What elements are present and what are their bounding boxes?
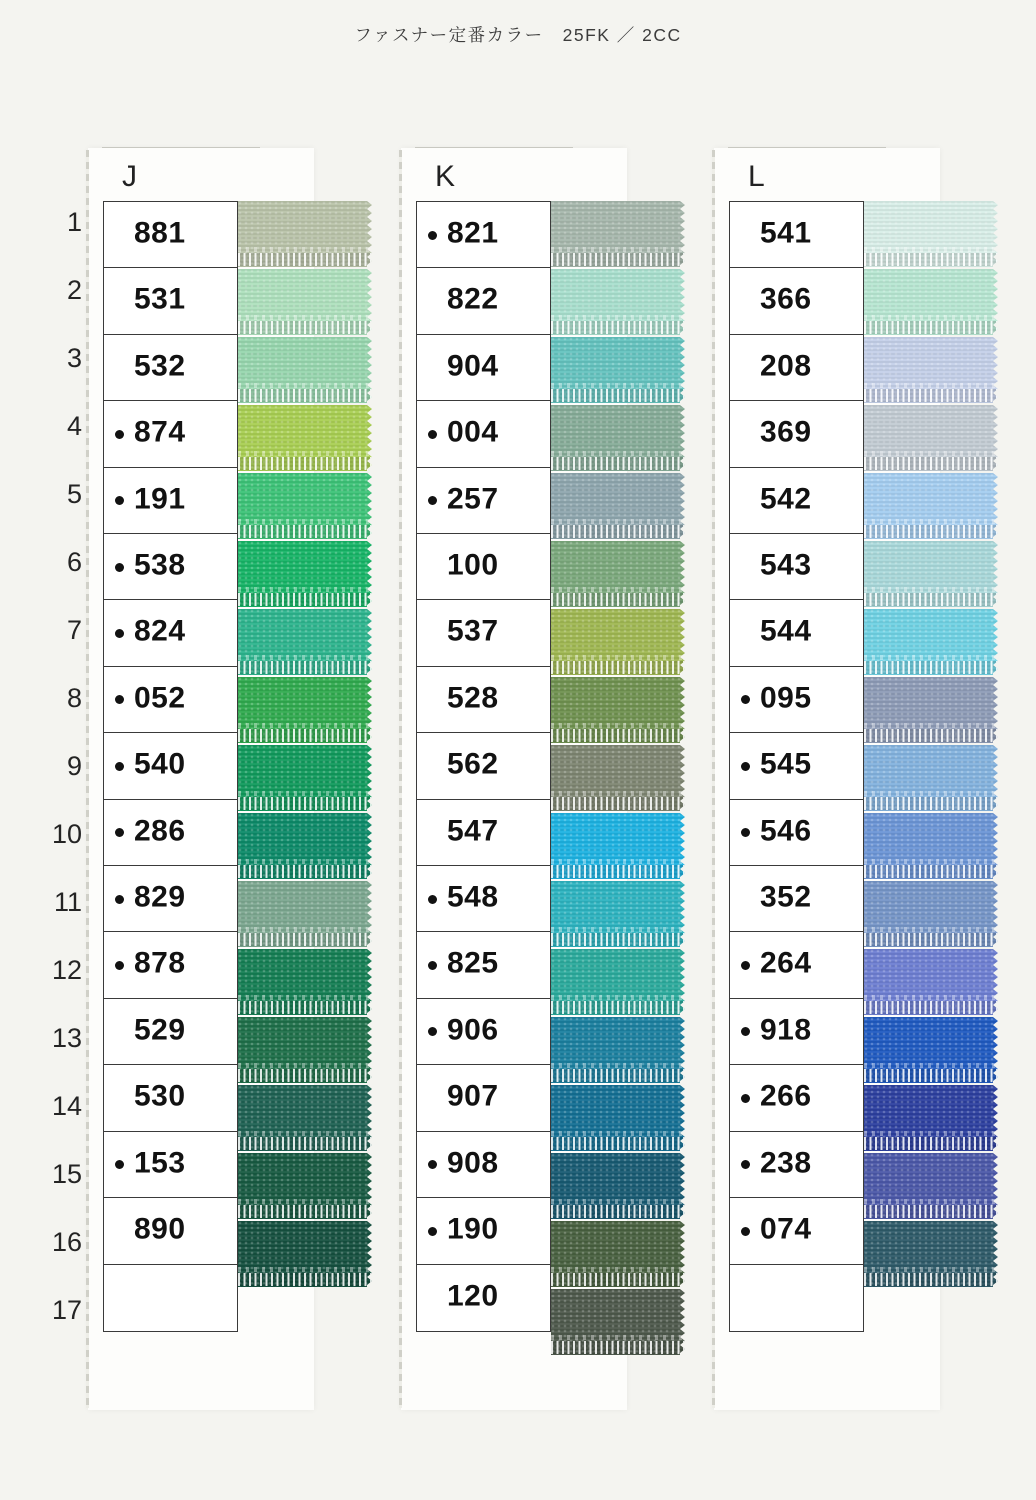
swatch-369 (864, 405, 998, 471)
code-cell (729, 799, 864, 867)
code-text: 191 (134, 482, 186, 516)
swatch-366 (864, 269, 998, 335)
dot-marker (428, 1160, 437, 1169)
row-number: 10 (51, 819, 82, 849)
dot-marker (741, 762, 750, 771)
swatch-548 (551, 881, 685, 947)
code-cell (416, 998, 551, 1066)
row-number: 11 (53, 887, 82, 917)
code-cell (416, 533, 551, 601)
swatch-874 (238, 405, 372, 471)
code-cell (416, 599, 551, 667)
code-text: 825 (447, 947, 499, 981)
code-text: 529 (134, 1013, 186, 1047)
code-cell (729, 1197, 864, 1265)
page-title: ファスナー定番カラー 25FK ／ 2CC (354, 25, 682, 45)
row-number: 13 (51, 1023, 82, 1053)
swatch-825 (551, 949, 685, 1015)
dot-marker (115, 895, 124, 904)
row-number: 7 (66, 615, 82, 645)
code-text: 546 (760, 814, 812, 848)
code-text: 548 (447, 880, 499, 914)
column-card-j (88, 148, 314, 1410)
swatch-890 (238, 1221, 372, 1287)
swatch-529 (238, 1017, 372, 1083)
swatch-821 (551, 201, 685, 267)
code-text: 095 (760, 681, 812, 715)
code-text: 120 (447, 1279, 499, 1313)
code-text: 543 (760, 548, 812, 582)
swatch-562 (551, 745, 685, 811)
swatch-542 (864, 473, 998, 539)
swatch-238 (864, 1153, 998, 1219)
code-cell (729, 1264, 864, 1332)
dot-marker (115, 695, 124, 704)
code-text: 542 (760, 482, 812, 516)
code-text: 286 (134, 814, 186, 848)
swatch-824 (238, 609, 372, 675)
code-cell (103, 1064, 238, 1132)
code-cell (103, 732, 238, 800)
code-text: 881 (134, 216, 186, 250)
code-text: 918 (760, 1013, 812, 1047)
swatch-532 (238, 337, 372, 403)
code-cell (103, 799, 238, 867)
code-cell (729, 334, 864, 402)
code-cell (416, 732, 551, 800)
swatch-904 (551, 337, 685, 403)
swatch-918 (864, 1017, 998, 1083)
code-table-l (729, 201, 864, 1332)
row-number: 3 (66, 343, 82, 373)
code-text: 528 (447, 681, 499, 715)
dot-marker (428, 895, 437, 904)
code-cell (416, 666, 551, 734)
swatch-264 (864, 949, 998, 1015)
swatch-538 (238, 541, 372, 607)
code-text: 266 (760, 1079, 812, 1113)
code-text: 541 (760, 216, 812, 250)
code-cell (729, 666, 864, 734)
code-text: 821 (447, 216, 499, 250)
code-cell (103, 334, 238, 402)
swatch-531 (238, 269, 372, 335)
code-cell (103, 267, 238, 335)
code-text: 369 (760, 415, 812, 449)
code-cell (416, 1064, 551, 1132)
row-number: 2 (66, 275, 82, 305)
column-header-k: K (435, 160, 456, 193)
code-text: 190 (447, 1212, 499, 1246)
swatch-095 (864, 677, 998, 743)
dot-marker (115, 563, 124, 572)
row-number: 12 (51, 955, 82, 985)
swatch-191 (238, 473, 372, 539)
code-text: 366 (760, 283, 812, 317)
dot-marker (741, 1227, 750, 1236)
code-cell (729, 467, 864, 535)
swatch-208 (864, 337, 998, 403)
code-cell (103, 400, 238, 468)
swatch-120 (551, 1289, 685, 1355)
swatch-540 (238, 745, 372, 811)
row-number: 17 (51, 1295, 82, 1325)
dot-marker (741, 961, 750, 970)
swatch-829 (238, 881, 372, 947)
code-cell (729, 533, 864, 601)
dot-marker (115, 496, 124, 505)
row-number: 8 (66, 683, 82, 713)
code-text: 537 (447, 615, 499, 649)
code-text: 100 (447, 548, 499, 582)
code-text: 822 (447, 283, 499, 317)
code-cell (103, 1197, 238, 1265)
row-number: 16 (51, 1227, 82, 1257)
dot-marker (741, 1094, 750, 1103)
code-cell (729, 201, 864, 269)
row-number: 15 (51, 1159, 82, 1189)
dot-marker (428, 231, 437, 240)
code-cell (103, 599, 238, 667)
swatch-100 (551, 541, 685, 607)
swatch-906 (551, 1017, 685, 1083)
code-cell (103, 1264, 238, 1332)
code-text: 890 (134, 1212, 186, 1246)
code-text: 052 (134, 681, 186, 715)
code-text: 829 (134, 880, 186, 914)
swatch-257 (551, 473, 685, 539)
column-header-j: J (122, 160, 137, 193)
code-text: 004 (447, 415, 499, 449)
code-cell (103, 533, 238, 601)
row-number: 4 (66, 411, 82, 441)
swatch-352 (864, 881, 998, 947)
dot-marker (115, 828, 124, 837)
code-cell (103, 467, 238, 535)
code-text: 238 (760, 1146, 812, 1180)
code-cell (416, 865, 551, 933)
code-cell (416, 799, 551, 867)
code-text: 824 (134, 615, 186, 649)
swatch-266 (864, 1085, 998, 1151)
code-text: 074 (760, 1212, 812, 1246)
column-card-k (401, 148, 627, 1410)
row-number: 1 (66, 207, 82, 237)
code-cell (729, 1131, 864, 1199)
code-cell (416, 1264, 551, 1332)
code-text: 153 (134, 1146, 186, 1180)
code-cell (103, 1131, 238, 1199)
dot-marker (741, 828, 750, 837)
swatch-528 (551, 677, 685, 743)
code-cell (729, 400, 864, 468)
swatch-547 (551, 813, 685, 879)
swatch-546 (864, 813, 998, 879)
row-number-column (40, 201, 82, 1361)
dot-marker (741, 1027, 750, 1036)
dot-marker (741, 695, 750, 704)
column-card-l (714, 148, 940, 1410)
swatch-908 (551, 1153, 685, 1219)
code-cell (729, 865, 864, 933)
dot-marker (741, 1160, 750, 1169)
code-text: 908 (447, 1146, 499, 1180)
dot-marker (428, 1027, 437, 1036)
code-cell (416, 201, 551, 269)
code-cell (103, 865, 238, 933)
code-cell (103, 931, 238, 999)
row-number: 6 (66, 547, 82, 577)
code-text: 904 (447, 349, 499, 383)
swatch-881 (238, 201, 372, 267)
column-header-l: L (748, 160, 765, 193)
dot-marker (115, 430, 124, 439)
code-cell (729, 931, 864, 999)
code-text: 264 (760, 947, 812, 981)
swatch-074 (864, 1221, 998, 1287)
code-cell (729, 1064, 864, 1132)
swatch-190 (551, 1221, 685, 1287)
code-text: 545 (760, 747, 812, 781)
swatch-004 (551, 405, 685, 471)
code-table-j (103, 201, 238, 1332)
swatch-545 (864, 745, 998, 811)
code-cell (416, 1131, 551, 1199)
dot-marker (428, 961, 437, 970)
code-cell (729, 599, 864, 667)
dot-marker (428, 430, 437, 439)
code-cell (416, 1197, 551, 1265)
code-text: 538 (134, 548, 186, 582)
code-cell (416, 400, 551, 468)
swatch-052 (238, 677, 372, 743)
row-number: 14 (51, 1091, 82, 1121)
code-text: 906 (447, 1013, 499, 1047)
dot-marker (115, 762, 124, 771)
code-cell (416, 931, 551, 999)
code-cell (729, 732, 864, 800)
code-text: 907 (447, 1079, 499, 1113)
swatch-537 (551, 609, 685, 675)
code-text: 544 (760, 615, 812, 649)
code-text: 531 (134, 283, 186, 317)
code-text: 540 (134, 747, 186, 781)
code-cell (416, 334, 551, 402)
code-text: 208 (760, 349, 812, 383)
code-cell (103, 201, 238, 269)
swatch-878 (238, 949, 372, 1015)
code-text: 257 (447, 482, 499, 516)
swatch-544 (864, 609, 998, 675)
row-number: 9 (66, 751, 82, 781)
dot-marker (428, 496, 437, 505)
code-text: 562 (447, 747, 499, 781)
code-text: 547 (447, 814, 499, 848)
code-cell (729, 267, 864, 335)
code-text: 878 (134, 947, 186, 981)
code-cell (416, 467, 551, 535)
dot-marker (428, 1227, 437, 1236)
swatch-286 (238, 813, 372, 879)
swatch-543 (864, 541, 998, 607)
swatch-822 (551, 269, 685, 335)
swatch-153 (238, 1153, 372, 1219)
dot-marker (115, 1160, 124, 1169)
code-text: 532 (134, 349, 186, 383)
code-cell (416, 267, 551, 335)
dot-marker (115, 629, 124, 638)
code-text: 352 (760, 880, 812, 914)
swatch-907 (551, 1085, 685, 1151)
row-number: 5 (66, 479, 82, 509)
swatch-530 (238, 1085, 372, 1151)
code-cell (103, 998, 238, 1066)
code-cell (103, 666, 238, 734)
code-text: 530 (134, 1079, 186, 1113)
code-table-k (416, 201, 551, 1332)
code-cell (729, 998, 864, 1066)
code-text: 874 (134, 415, 186, 449)
dot-marker (115, 961, 124, 970)
swatch-541 (864, 201, 998, 267)
